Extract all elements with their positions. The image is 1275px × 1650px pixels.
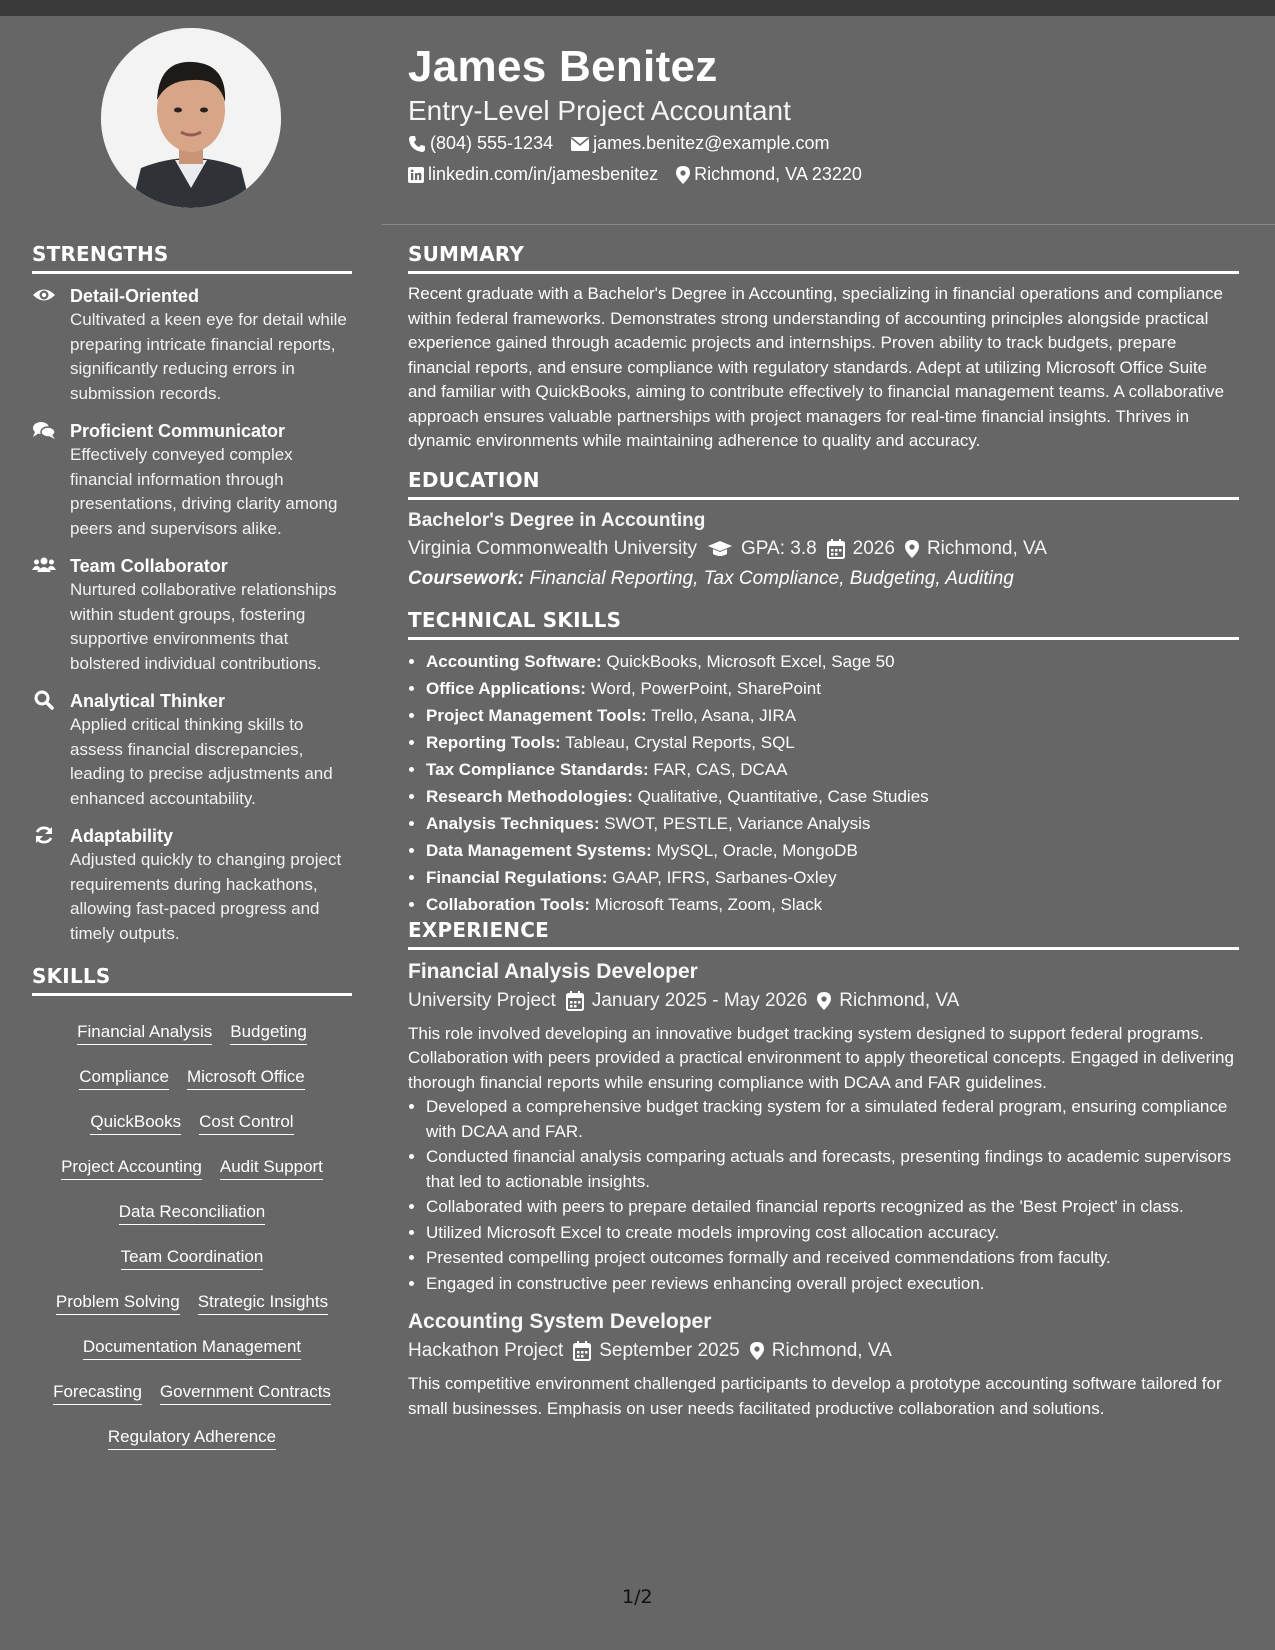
- skill-row: [32, 1145, 352, 1190]
- strength-item: [32, 554, 352, 676]
- education-meta: [408, 534, 1239, 564]
- tech-label: Collaboration Tools:: [426, 894, 591, 914]
- list-item: • Developed a comprehensive budget tracking system for a simulated federal program, ensuring compliance with DCAA and FAR.: [426, 1095, 1239, 1144]
- linkedin-contact[interactable]: [408, 164, 658, 185]
- job-dates: September 2025: [599, 1340, 740, 1361]
- strength-item: [32, 284, 352, 406]
- job-title: Financial Analysis Developer: [408, 959, 698, 983]
- calendar-icon: [827, 539, 845, 559]
- strength-title: Proficient Communicator: [70, 421, 286, 441]
- strength-desc: Applied critical thinking skills to assess financial discrepancies, leading to precise adjustments and enhanced accountability.: [70, 715, 333, 808]
- graduation-year: 2026: [852, 537, 895, 559]
- header-divider: [382, 224, 1275, 225]
- refresh-icon: [32, 825, 56, 845]
- skill-tag: Financial Analysis: [77, 1021, 212, 1045]
- strength-item: [32, 419, 352, 541]
- linkedin-icon: [408, 167, 424, 183]
- strength-item: [32, 689, 352, 811]
- list-item: [426, 837, 1239, 864]
- location-contact: [676, 164, 862, 185]
- map-pin-icon: [905, 540, 919, 558]
- skill-row: [32, 1370, 352, 1415]
- education-heading: EDUCATION: [408, 468, 1239, 500]
- tech-value: SWOT, PESTLE, Variance Analysis: [604, 813, 871, 833]
- edu-location-item: [905, 534, 1047, 564]
- strength-title: Adaptability: [70, 826, 174, 846]
- eye-icon: [32, 285, 56, 305]
- list-item: [426, 702, 1239, 729]
- tech-value: FAR, CAS, DCAA: [653, 759, 788, 779]
- job-title: Accounting System Developer: [408, 1310, 712, 1333]
- skill-row: [32, 1190, 352, 1235]
- strength-desc: Effectively conveyed complex financial information through presentations, driving clarity among peers and supervisors alike.: [70, 445, 338, 538]
- job-dates-item: [566, 986, 807, 1016]
- phone-icon: [408, 135, 426, 153]
- tech-value: QuickBooks, Microsoft Excel, Sage 50: [606, 651, 895, 671]
- job-meta: [408, 986, 1239, 1016]
- job-location: Richmond, VA: [839, 989, 960, 1011]
- skills-list: [32, 1006, 352, 1460]
- job-org: Hackathon Project: [408, 1340, 564, 1361]
- job-org: University Project: [408, 989, 556, 1011]
- list-item: [426, 729, 1239, 756]
- tech-label: Office Applications:: [426, 678, 586, 698]
- skills-section: [32, 964, 352, 1460]
- skill-tag: Data Reconciliation: [119, 1201, 265, 1225]
- gpa-item: [707, 534, 817, 564]
- school-name: Virginia Commonwealth University: [408, 537, 697, 559]
- candidate-role: Entry-Level Project Accountant: [408, 95, 791, 126]
- skill-tag: Documentation Management: [83, 1336, 301, 1360]
- tech-label: Project Management Tools:: [426, 705, 647, 725]
- coursework-text: Financial Reporting, Tax Compliance, Budgeting, Auditing: [529, 567, 1014, 589]
- tech-value: MySQL, Oracle, MongoDB: [656, 840, 858, 860]
- skill-row: [32, 1055, 352, 1100]
- strength-desc: Cultivated a keen eye for detail while preparing intricate financial reports, significantly reducing errors in submission records.: [70, 310, 347, 403]
- strength-desc: Adjusted quickly to changing project requirements during hackathons, allowing fast-paced progress and timely outputs.: [70, 850, 342, 943]
- job-location: Richmond, VA: [771, 1340, 892, 1361]
- job-bullets: [408, 1095, 1239, 1296]
- tech-value: GAAP, IFRS, Sarbanes-Oxley: [612, 867, 837, 887]
- list-item: [426, 783, 1239, 810]
- list-item: [426, 756, 1239, 783]
- map-pin-icon: [817, 992, 831, 1010]
- list-item: [426, 648, 1239, 675]
- skill-tag: Forecasting: [53, 1381, 142, 1405]
- search-icon: [32, 690, 56, 710]
- skill-row: [32, 1415, 352, 1460]
- technical-skills-list: [408, 648, 1239, 918]
- users-icon: [32, 555, 56, 575]
- resume-page: [0, 16, 1275, 1650]
- tech-label: Analysis Techniques:: [426, 813, 600, 833]
- experience-heading: EXPERIENCE: [408, 918, 1239, 950]
- skill-row: [32, 1100, 352, 1145]
- contact-row: [408, 133, 829, 154]
- skill-row: [32, 1280, 352, 1325]
- calendar-icon: [573, 1341, 591, 1361]
- strength-title: Analytical Thinker: [70, 691, 226, 711]
- skill-tag: Audit Support: [220, 1156, 323, 1180]
- job-meta: [408, 1336, 1239, 1366]
- skill-tag: Budgeting: [230, 1021, 307, 1045]
- job-location-item: [817, 986, 959, 1016]
- phone-text: (804) 555-1234: [430, 133, 554, 153]
- comments-icon: [32, 420, 56, 440]
- skill-tag: Regulatory Adherence: [108, 1426, 276, 1450]
- tech-label: Tax Compliance Standards:: [426, 759, 649, 779]
- coursework-label: Coursework:: [408, 567, 525, 589]
- job-description: This competitive environment challenged participants to develop a prototype accounting software tailored for small businesses. Emphasis on user needs facilitated productive collaboration and solutions.: [408, 1374, 1222, 1418]
- content-sections: [408, 242, 1239, 1433]
- strength-item: [32, 824, 352, 946]
- experience-entry: [408, 958, 1239, 1297]
- skill-tag: Project Accounting: [61, 1156, 202, 1180]
- calendar-icon: [566, 991, 584, 1011]
- summary-heading: SUMMARY: [408, 242, 1239, 274]
- tech-value: Qualitative, Quantitative, Case Studies: [637, 786, 929, 806]
- job-dates: January 2025 - May 2026: [591, 989, 808, 1011]
- tech-value: Microsoft Teams, Zoom, Slack: [594, 894, 823, 914]
- tech-label: Research Methodologies:: [426, 786, 633, 806]
- phone-contact: [408, 133, 553, 154]
- email-text[interactable]: james.benitez@example.com: [593, 133, 830, 153]
- skill-row: [32, 1325, 352, 1370]
- list-item: • Engaged in constructive peer reviews enhancing overall project execution.: [426, 1272, 1239, 1297]
- avatar-portrait: [101, 28, 281, 208]
- year-item: [827, 534, 895, 564]
- tech-value: Trello, Asana, JIRA: [651, 705, 797, 725]
- technical-skills-heading: TECHNICAL SKILLS: [408, 608, 1239, 640]
- page-number: 1/2: [622, 1586, 653, 1608]
- tech-label: Financial Regulations:: [426, 867, 608, 887]
- list-item: [426, 675, 1239, 702]
- graduation-cap-icon: [707, 540, 733, 558]
- envelope-icon: [571, 137, 589, 151]
- job-description: This role involved developing an innovative budget tracking system designed to support federal programs. Collaboration with peers provided a practical environment to apply theoretical concepts. Engaged in delivering thorough financial reports while ensuring compliance with DCAA and FAR guidelines.: [408, 1023, 1234, 1092]
- tech-label: Reporting Tools:: [426, 732, 561, 752]
- skill-tag: QuickBooks: [90, 1111, 181, 1135]
- linkedin-text[interactable]: linkedin.com/in/jamesbenitez: [428, 164, 659, 184]
- skill-tag: Problem Solving: [56, 1291, 180, 1315]
- tech-label: Data Management Systems:: [426, 840, 652, 860]
- skill-tag: Cost Control: [199, 1111, 293, 1135]
- tech-value: Word, PowerPoint, SharePoint: [590, 678, 821, 698]
- map-pin-icon: [676, 166, 690, 184]
- degree-title: Bachelor's Degree in Accounting: [408, 509, 706, 531]
- avatar: [101, 28, 281, 208]
- coursework-line: [408, 564, 1239, 594]
- summary-text: Recent graduate with a Bachelor's Degree in Accounting, specializing in financial operations and compliance within federal frameworks. Demonstrates strong understanding of accounting principles alongside practical experience gained through academic projects and internships. Proven ability to track budgets, prepare financial reports, and ensure compliance with regulatory standards. Adept at utilizing Microsoft Office Suite and familiar with QuickBooks, aiming to contribute effectively to financial management teams. A collaborative approach ensures valuable partnerships with project managers for real-time financial insights. Thrives in dynamic environments while maintaining adherence to quality and accuracy.: [408, 284, 1225, 450]
- skill-tag: Team Coordination: [121, 1246, 264, 1270]
- list-item: • Conducted financial analysis comparing actuals and forecasts, presenting findings to academic supervisors that led to actionable insights.: [426, 1145, 1239, 1194]
- list-item: [426, 891, 1239, 918]
- skill-row: [32, 1010, 352, 1055]
- skill-tag: Microsoft Office: [187, 1066, 305, 1090]
- location-text: Richmond, VA 23220: [694, 164, 862, 184]
- job-location-item: [750, 1336, 892, 1366]
- skills-heading: SKILLS: [32, 964, 352, 996]
- list-item: [426, 864, 1239, 891]
- skill-tag: Compliance: [79, 1066, 169, 1090]
- contact-row: [408, 164, 862, 185]
- tech-value: Tableau, Crystal Reports, SQL: [565, 732, 795, 752]
- strength-title: Team Collaborator: [70, 556, 228, 576]
- email-contact[interactable]: [571, 133, 829, 154]
- skill-tag: Government Contracts: [160, 1381, 331, 1405]
- list-item: • Utilized Microsoft Excel to create models improving cost allocation accuracy.: [426, 1221, 1239, 1246]
- list-item: [426, 810, 1239, 837]
- experience-entry: [408, 1308, 1239, 1421]
- map-pin-icon: [750, 1342, 764, 1360]
- skill-row: [32, 1235, 352, 1280]
- strength-desc: Nurtured collaborative relationships within student groups, fostering supportive environments that bolstered individual contributions.: [70, 580, 337, 673]
- list-item: • Presented compelling project outcomes formally and received commendations from faculty.: [426, 1246, 1239, 1271]
- skill-tag: Strategic Insights: [198, 1291, 328, 1315]
- top-bar: [0, 0, 1275, 16]
- list-item: • Collaborated with peers to prepare detailed financial reports recognized as the 'Best Project' in class.: [426, 1195, 1239, 1220]
- gpa-text: GPA: 3.8: [740, 537, 817, 559]
- candidate-name: James Benitez: [408, 42, 718, 91]
- tech-label: Accounting Software:: [426, 651, 602, 671]
- edu-location: Richmond, VA: [926, 537, 1047, 559]
- job-dates-item: [573, 1336, 740, 1366]
- strengths-heading: STRENGTHS: [32, 242, 352, 274]
- strength-title: Detail-Oriented: [70, 286, 200, 306]
